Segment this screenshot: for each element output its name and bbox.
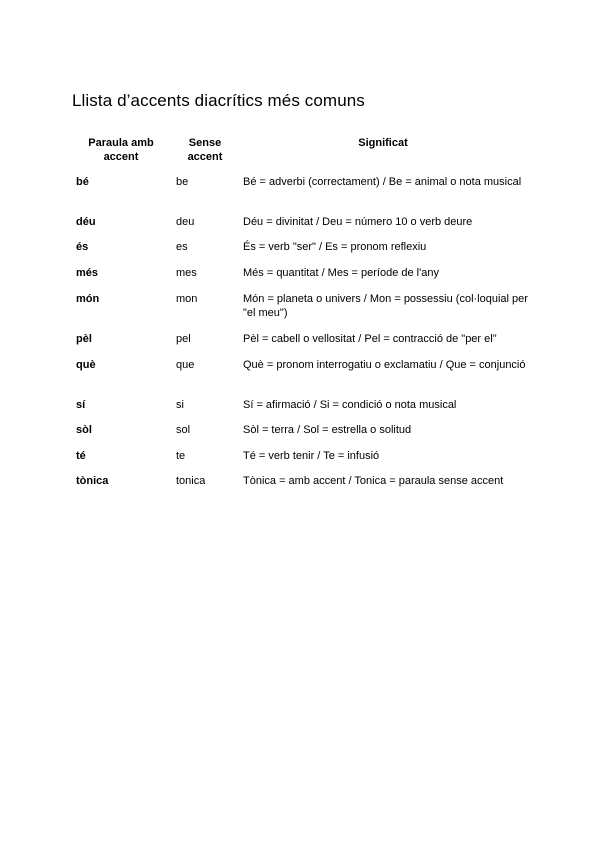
meaning: Sí = afirmació / Si = condició o nota musical [243,399,457,411]
unaccented-word: mon [176,293,198,305]
meaning: Món = planeta o univers / Mon = possessiu (col·loquial per "el meu") [243,293,528,319]
page-title: Llista d’accents diacrítics més comuns [72,91,365,110]
unaccented-word: si [176,399,184,411]
accented-word: què [76,359,96,371]
header-meaning: Significat [358,137,408,149]
unaccented-word: mes [176,267,197,279]
accented-word: déu [76,216,96,228]
header-word: Paraula amb accent [88,137,154,163]
unaccented-word: que [176,359,195,371]
meaning: Bé = adverbi (correctament) / Be = animal o nota musical [243,176,522,188]
meaning: Déu = divinitat / Deu = número 10 o verb deure [243,216,473,228]
meaning: Tònica = amb accent / Tonica = paraula sense accent [243,475,504,487]
unaccented-word: tonica [176,475,206,487]
unaccented-word: pel [176,333,191,345]
accented-word: sòl [76,424,92,436]
unaccented-word: be [176,176,189,188]
accented-word: tònica [76,475,109,487]
unaccented-word: es [176,241,188,253]
unaccented-word: deu [176,216,195,228]
meaning: Més = quantitat / Mes = període de l'any [243,267,439,279]
accented-word: sí [76,399,86,411]
unaccented-word: te [176,450,186,462]
meaning: Què = pronom interrogatiu o exclamatiu / Que = conjunció [243,359,526,371]
accented-word: és [76,241,89,253]
meaning: Té = verb tenir / Te = infusió [243,450,380,462]
meaning: Sòl = terra / Sol = estrella o solitud [243,424,412,436]
accented-word: més [76,267,99,279]
meaning: És = verb "ser" / Es = pronom reflexiu [243,241,427,253]
accented-word: món [76,293,100,305]
accented-word: bé [76,176,89,188]
unaccented-word: sol [176,424,191,436]
accented-word: pèl [76,333,92,345]
header-sense: Sense accent [187,137,223,163]
accented-word: té [76,450,86,462]
meaning: Pèl = cabell o vellositat / Pel = contracció de "per el" [243,333,497,345]
